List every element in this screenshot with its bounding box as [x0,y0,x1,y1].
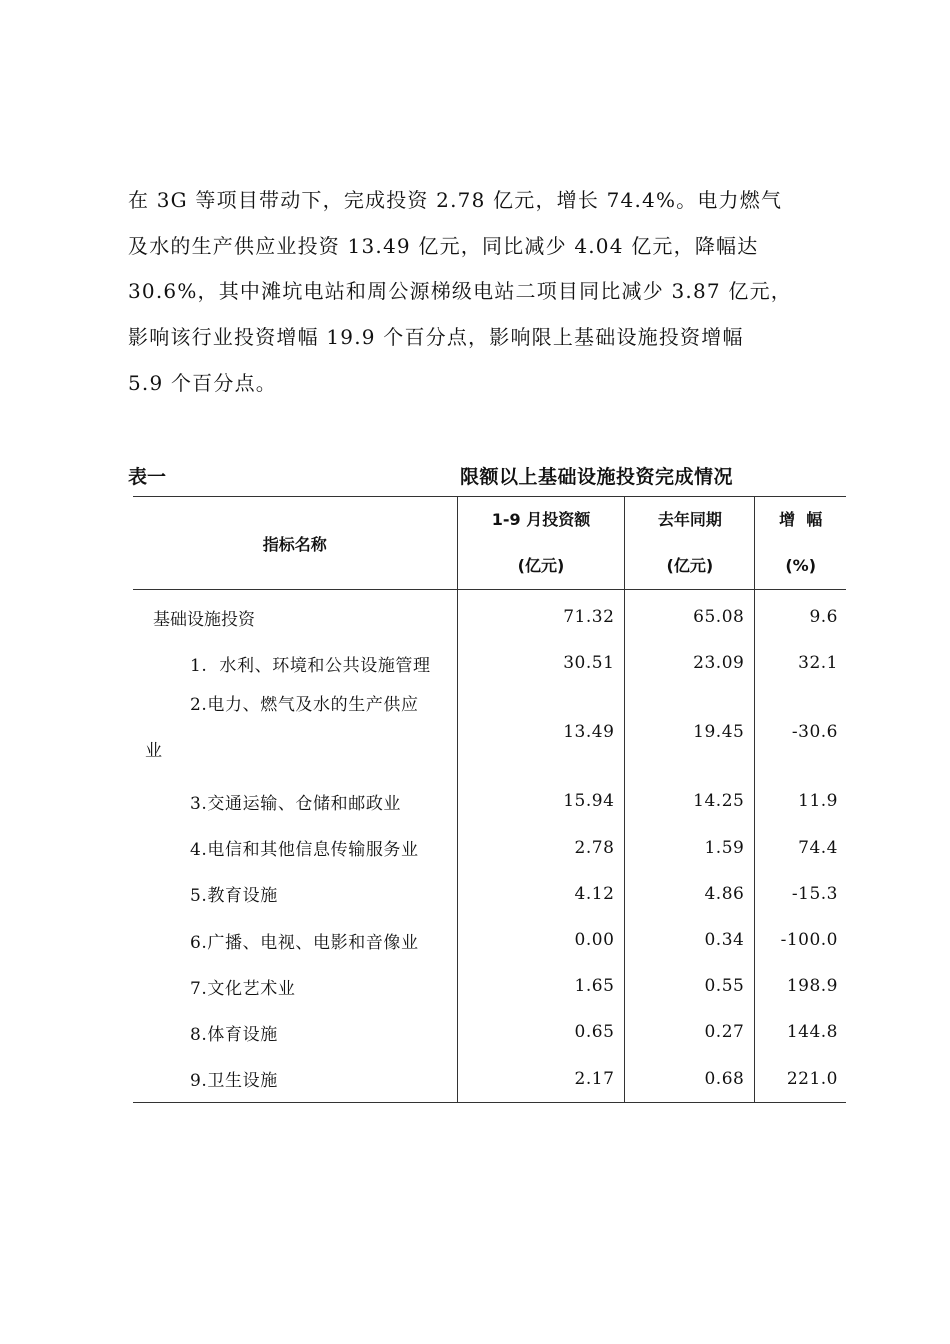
row-name: 4.电信和其他信息传输服务业 [190,840,419,861]
table-caption [128,460,848,490]
row-growth: -100.0 [755,917,846,963]
row-last-year: 0.34 [625,917,755,963]
header-growth: 增 幅 (%) [755,497,846,590]
row-investment: 2.17 [457,1056,625,1103]
row-name: 7.文化艺术业 [190,978,296,999]
row-last-year: 0.55 [625,963,755,1009]
row-last-year: 23.09 [625,640,755,686]
table-row [133,871,846,917]
row-name: 3.交通运输、仓储和邮政业 [190,793,402,814]
row-growth: 11.9 [755,778,846,824]
row-last-year: 4.86 [625,871,755,917]
investment-table [133,496,846,1103]
row-last-year: 1.59 [625,825,755,871]
row-name: 1. 水利、环境和公共设施管理 [190,655,431,676]
row-last-year: 0.68 [625,1056,755,1103]
header-indicator-name: 指标名称 [133,497,457,590]
row-growth: -30.6 [755,686,846,778]
table-header-row [133,497,846,590]
table-row [133,590,846,641]
row-name: 2.电力、燃气及水的生产供应 业 [145,695,419,762]
table-row [133,686,846,778]
table-row [133,778,846,824]
row-name: 9.卫生设施 [133,1056,457,1103]
table-label: 表一 [128,466,167,488]
paragraph-line: 在 3G 等项目带动下，完成投资 2.78 亿元，增长 74.4%。电力燃气 [128,188,783,212]
row-last-year: 0.27 [625,1009,755,1055]
row-name: 8.体育设施 [190,1024,278,1045]
row-growth: 221.0 [755,1056,846,1103]
row-investment: 13.49 [457,686,625,778]
table-row [133,917,846,963]
row-growth: -15.3 [755,871,846,917]
table-row [133,1009,846,1055]
row-investment: 2.78 [457,825,625,871]
row-growth: 198.9 [755,963,846,1009]
row-investment: 0.00 [457,917,625,963]
row-name: 5.教育设施 [190,886,278,907]
row-growth: 74.4 [755,825,846,871]
row-investment: 4.12 [457,871,625,917]
row-growth: 9.6 [755,590,846,641]
row-last-year: 65.08 [625,590,755,641]
row-last-year: 14.25 [625,778,755,824]
table-row [133,825,846,871]
paragraph-line: 30.6%，其中滩坑电站和周公源梯级电站二项目同比减少 3.87 亿元， [128,279,792,304]
row-name: 6.广播、电视、电影和音像业 [190,932,419,953]
table-row [133,963,846,1009]
table-row [133,1056,846,1103]
row-investment: 15.94 [457,778,625,824]
table-row [133,640,846,686]
row-name: 基础设施投资 [153,609,255,630]
header-last-year: 去年同期 (亿元) [625,497,755,590]
table-title: 限额以上基础设施投资完成情况 [460,466,734,488]
row-investment: 71.32 [457,590,625,641]
body-paragraph [128,178,848,406]
row-growth: 32.1 [755,640,846,686]
header-investment-ytd: 1-9 月投资额 (亿元) [457,497,625,590]
paragraph-line: 及水的生产供应业投资 13.49 亿元，同比减少 4.04 亿元，降幅达 [128,233,759,258]
row-investment: 0.65 [457,1009,625,1055]
row-last-year: 19.45 [625,686,755,778]
paragraph-line: 影响该行业投资增幅 19.9 个百分点，影响限上基础设施投资增幅 [128,325,744,350]
paragraph-line: 5.9 个百分点。 [128,370,277,395]
row-investment: 1.65 [457,963,625,1009]
row-growth: 144.8 [755,1009,846,1055]
row-investment: 30.51 [457,640,625,686]
